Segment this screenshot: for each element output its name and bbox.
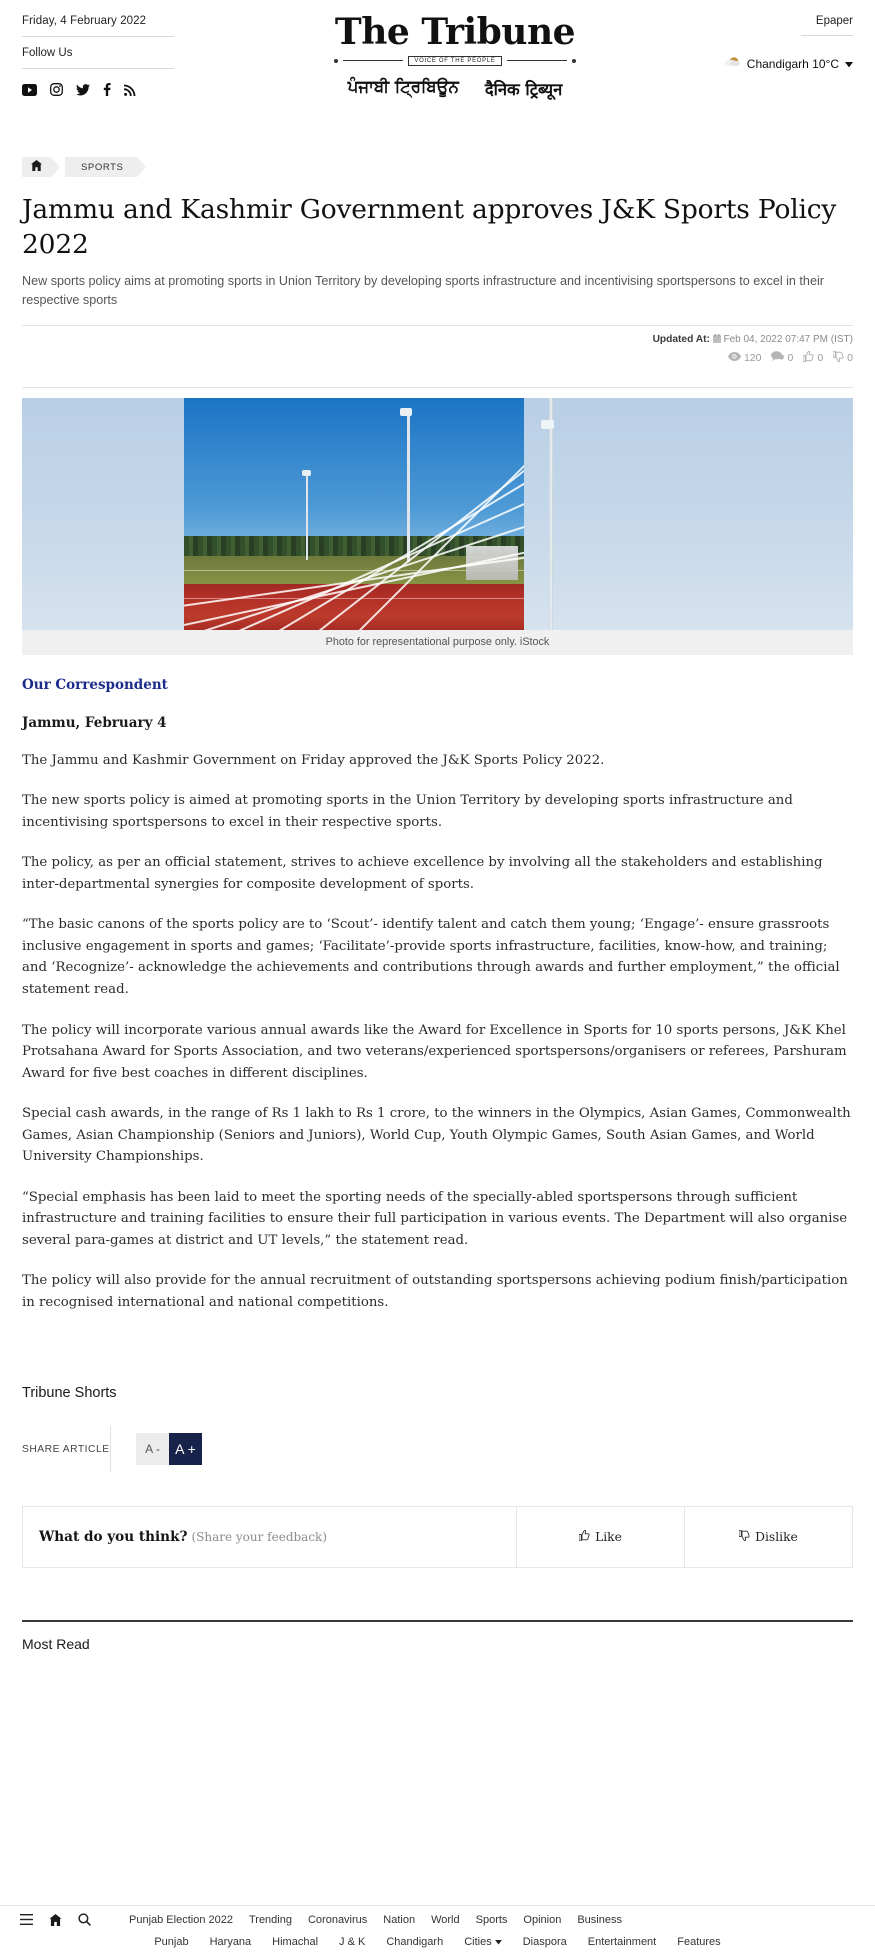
feedback-widget <box>22 1506 853 1568</box>
article-paragraph: “Special emphasis has been laid to meet the sporting needs of the specially-abled sportspersons through sufficient infrastructure and training facilities to ensure their full participation in various events. The Department will also organise several para-games at district and UT levels,” the statement read. <box>22 1189 848 1248</box>
engagement-stats <box>22 351 853 365</box>
eye-icon <box>728 352 741 364</box>
views-stat <box>728 352 762 364</box>
article-container <box>0 157 875 1652</box>
search-icon[interactable] <box>78 1913 91 1926</box>
article-paragraph: The policy, as per an official statement, strives to achieve excellence by involving all the stakeholders and establishing inter-departmental synergies for composite development of sports. <box>22 855 823 892</box>
article-standfirst: New sports policy aims at promoting sports in Union Territory by developing sports infrastructure and incentivising sportspersons to excel in their respective sports <box>22 273 824 307</box>
article-paragraph: The Jammu and Kashmir Government on Friday approved the J&K Sports Policy 2022. <box>22 752 605 768</box>
logo-hindi[interactable]: दैनिक ट्रिब्यून <box>484 79 563 99</box>
nav-item-punjab-election[interactable]: Punjab Election 2022 <box>129 1913 233 1926</box>
home-icon[interactable] <box>49 1914 62 1926</box>
comments-count: 0 <box>787 351 794 364</box>
page-title: Jammu and Kashmir Government approves J&K Sports Policy 2022 <box>22 194 837 260</box>
nav-item-coronavirus[interactable]: Coronavirus <box>307 1913 368 1926</box>
foreground-pole <box>549 398 553 630</box>
nav-item-haryana[interactable]: Haryana <box>209 1936 252 1948</box>
rule-dot <box>334 59 338 63</box>
dislike-label: Dislike <box>755 1530 798 1545</box>
tribune-shorts-heading: Tribune Shorts <box>22 1385 117 1402</box>
feedback-prompt <box>23 1507 516 1567</box>
nav-item-business[interactable]: Business <box>577 1913 622 1926</box>
feedback-question: What do you think? <box>39 1529 188 1546</box>
divider <box>110 1426 111 1472</box>
nav-item-cities[interactable] <box>464 1936 502 1948</box>
breadcrumb <box>22 157 853 177</box>
share-article-label: SHARE ARTICLE <box>22 1443 110 1455</box>
font-size-controls <box>136 1433 202 1465</box>
logo-rule <box>237 56 673 66</box>
nav-item-chandigarh[interactable]: Chandigarh <box>386 1936 444 1948</box>
nav-primary-row <box>0 1906 875 1930</box>
masthead <box>0 0 875 118</box>
light-pole <box>407 412 410 562</box>
rule-line <box>343 60 403 61</box>
thumbs-up-icon <box>579 1530 590 1544</box>
thumbs-up-icon <box>803 351 814 365</box>
light-head <box>400 408 412 416</box>
current-date: Friday, 4 February 2022 <box>22 15 147 27</box>
chevron-down-icon <box>495 1936 502 1948</box>
like-label: Like <box>595 1530 622 1545</box>
article-paragraph: The policy will incorporate various annual awards like the Award for Excellence in Sports for 10 sports persons, J&K Khel Protsahana Award for Sports Association, and two veterans/experienced sportspersons/organisers or referees, Parshuram Award for five best coaches in different disciplines. <box>22 1022 847 1081</box>
dislikes-stat <box>833 351 853 365</box>
weather-label: Chandigarh 10°C <box>746 56 839 71</box>
likes-count: 0 <box>817 351 824 364</box>
nav-item-sports[interactable]: Sports <box>475 1913 508 1926</box>
nav-item-world[interactable]: World <box>431 1913 460 1926</box>
article-paragraph: Special cash awards, in the range of Rs 1 lakh to Rs 1 crore, to the winners in the Olympics, Asian Games, Commonwealth Games, Asian Championship (Seniors and Juniors), World Cup, Youth Olympic Games, South Asian Games, and World University Championships. <box>22 1106 851 1165</box>
like-button[interactable] <box>516 1507 684 1567</box>
nav-secondary-row <box>0 1930 875 1957</box>
cloud-icon <box>724 56 741 71</box>
facebook-icon[interactable] <box>103 83 111 96</box>
lane-line <box>184 598 524 599</box>
foreground-pole-head <box>541 420 554 429</box>
article-paragraph: The new sports policy is aimed at promoting sports in the Union Territory by developing sports infrastructure and incentivising sportspersons to excel in their respective sports. <box>22 793 793 830</box>
cities-label: Cities <box>464 1936 492 1948</box>
updated-at <box>22 334 853 345</box>
chevron-down-icon[interactable] <box>845 57 853 71</box>
breadcrumb-home[interactable] <box>22 157 51 177</box>
thumbs-down-icon <box>833 351 844 365</box>
nav-item-opinion[interactable]: Opinion <box>523 1913 562 1926</box>
divider <box>22 1620 853 1622</box>
nav-item-diaspora[interactable]: Diaspora <box>522 1936 567 1948</box>
hero-photo <box>184 398 524 630</box>
nav-item-trending[interactable]: Trending <box>248 1913 292 1926</box>
youtube-icon[interactable] <box>22 84 37 96</box>
social-links <box>22 69 237 96</box>
article-hero-image <box>22 398 853 630</box>
most-read-heading: Most Read <box>22 1636 90 1653</box>
light-pole <box>306 474 308 560</box>
divider <box>22 387 853 388</box>
light-head <box>302 470 311 476</box>
logo-tagline: VOICE OF THE PEOPLE <box>408 56 501 66</box>
site-logo[interactable] <box>237 12 673 100</box>
feedback-subtext: (Share your feedback) <box>191 1530 328 1545</box>
rule-line <box>507 60 567 61</box>
breadcrumb-section[interactable]: SPORTS <box>65 157 137 177</box>
rss-icon[interactable] <box>124 84 136 96</box>
article-meta <box>22 326 853 372</box>
nav-item-himachal[interactable]: Himachal <box>272 1936 319 1948</box>
running-track <box>184 584 524 630</box>
hamburger-icon[interactable] <box>20 1914 33 1925</box>
twitter-icon[interactable] <box>76 84 90 96</box>
nav-item-nation[interactable]: Nation <box>383 1913 416 1926</box>
divider <box>801 35 853 36</box>
article-byline[interactable]: Our Correspondent <box>22 676 168 693</box>
likes-stat <box>803 351 823 365</box>
calendar-icon <box>713 334 724 345</box>
comment-icon <box>771 351 784 364</box>
epaper-link[interactable]: Epaper <box>815 15 853 27</box>
comments-stat <box>771 351 793 364</box>
thumbs-down-icon <box>739 1530 750 1544</box>
dislike-button[interactable] <box>684 1507 852 1567</box>
follow-us-label: Follow Us <box>22 47 73 59</box>
font-decrease-button[interactable]: A - <box>136 1433 169 1465</box>
image-caption: Photo for representational purpose only. iStock <box>22 630 853 655</box>
nav-item-jk[interactable]: J & K <box>339 1936 366 1948</box>
dislikes-count: 0 <box>847 351 853 364</box>
bottom-navigation <box>0 1905 875 1957</box>
nav-item-features[interactable]: Features <box>677 1936 721 1948</box>
rule-dot <box>572 59 576 63</box>
share-article-row <box>22 1428 853 1470</box>
instagram-icon[interactable] <box>50 83 63 96</box>
nav-item-punjab[interactable]: Punjab <box>154 1936 189 1948</box>
home-icon <box>31 160 42 174</box>
article-dateline: Jammu, February 4 <box>22 714 167 731</box>
updated-timestamp: Feb 04, 2022 07:47 PM (IST) <box>723 333 853 345</box>
weather-widget[interactable] <box>673 56 853 71</box>
article-paragraph: The policy will also provide for the annual recruitment of outstanding sportspersons achieving podium finish/participation in recognised international and national competitions. <box>22 1273 848 1310</box>
font-increase-button[interactable]: A + <box>169 1433 202 1465</box>
updated-label: Updated At: <box>652 333 710 345</box>
views-count: 120 <box>743 351 762 364</box>
article-paragraph: “The basic canons of the sports policy are to ‘Scout’- identify talent and catch them young; ‘Engage’- ensure grassroots inclusive engagement in sports and games; ‘Facilitate’-provide sports infrastructure, facilities, know-how, and training; and ‘Recognize’- acknowledge the achievements and contributions through awards and further employment,” the official statement read. <box>22 917 840 997</box>
logo-title: The Tribune <box>334 11 576 53</box>
masthead-left <box>22 12 237 96</box>
masthead-right <box>673 12 853 71</box>
logo-language-editions <box>237 77 673 100</box>
nav-item-entertainment[interactable]: Entertainment <box>587 1936 657 1948</box>
logo-punjabi[interactable]: ਪੰਜਾਬੀ ਟ੍ਰਿਬਿਊਨ <box>347 76 459 96</box>
